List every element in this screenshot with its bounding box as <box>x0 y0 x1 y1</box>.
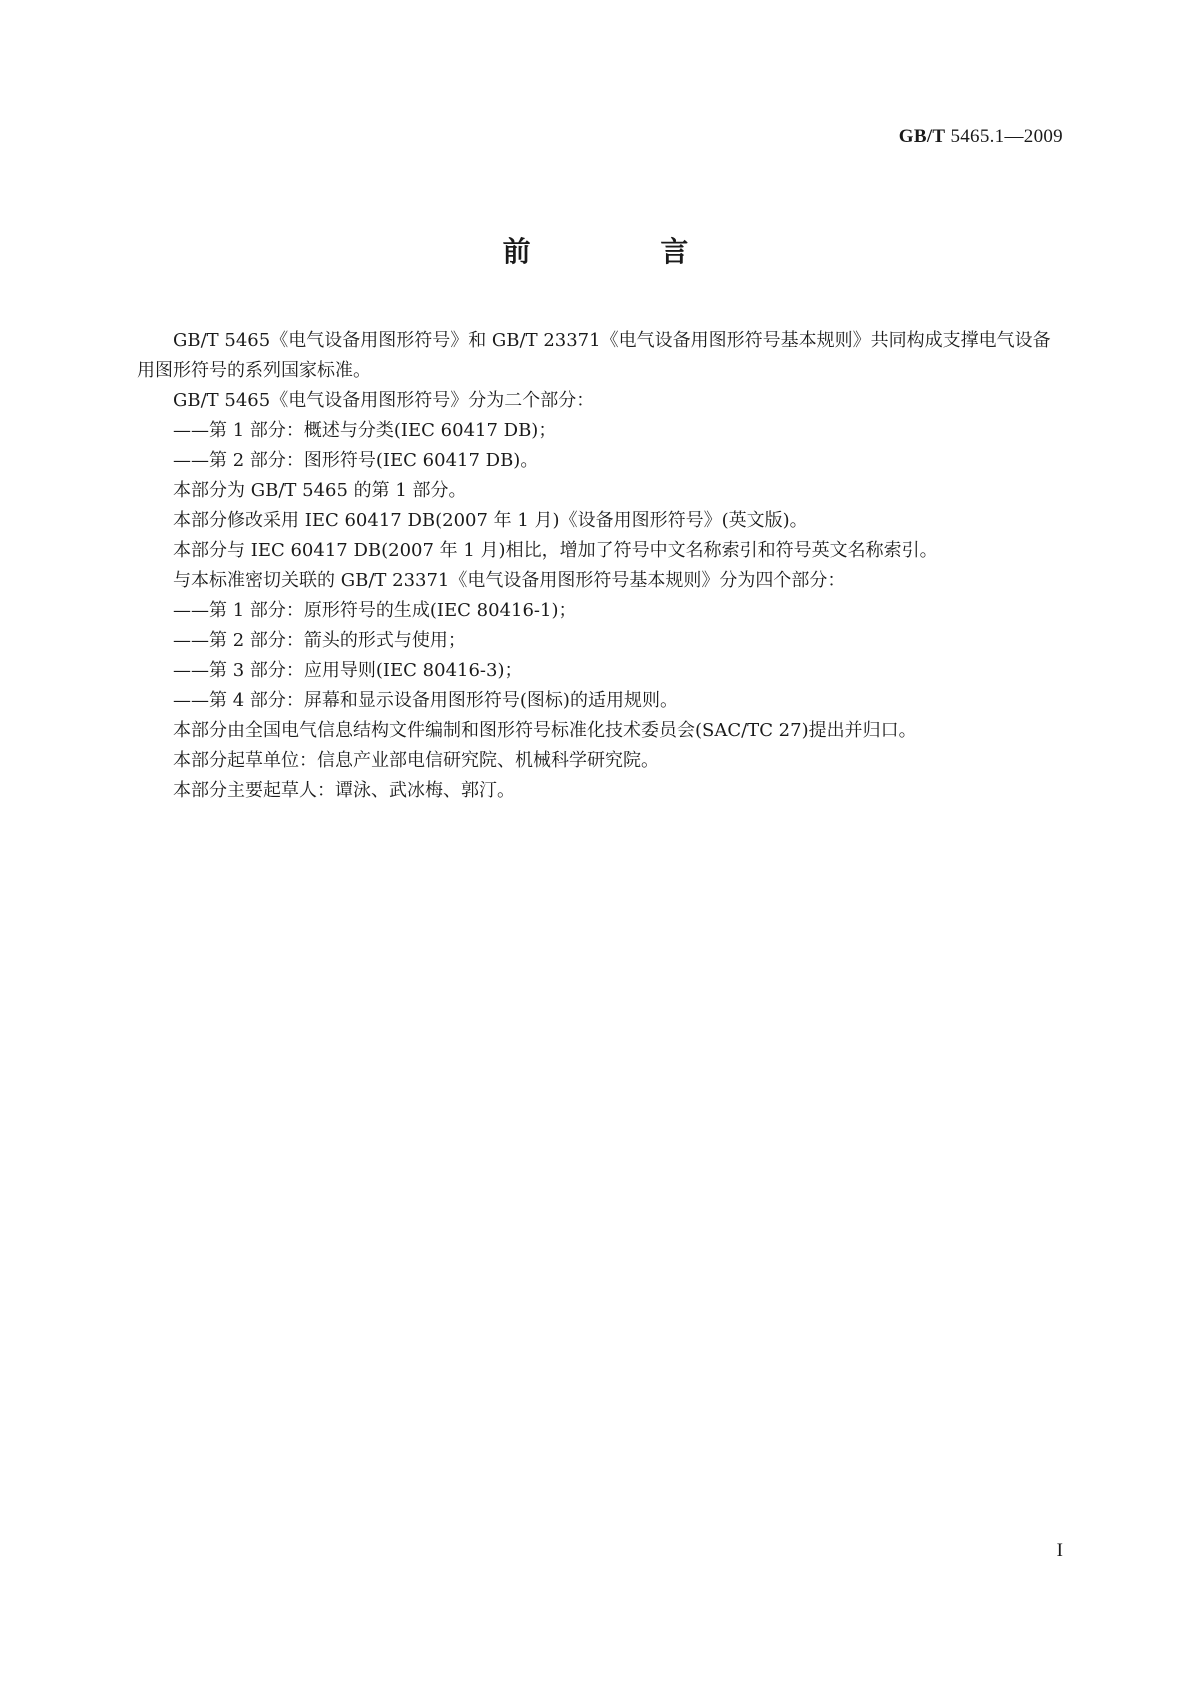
list-item: ——第 2 部分：箭头的形式与使用； <box>173 630 466 651</box>
standard-code <box>899 126 1063 148</box>
list-item: ——第 1 部分：原形符号的生成(IEC 80416-1)； <box>173 600 577 621</box>
standard-code-prefix: GB/T <box>898 126 946 147</box>
list-item: ——第 4 部分：屏幕和显示设备用图形符号(图标)的适用规则。 <box>173 690 678 711</box>
standard-code-number: 5465.1—2009 <box>950 126 1063 147</box>
page-title: 前 言 <box>502 235 749 268</box>
list-item: ——第 1 部分：概述与分类(IEC 60417 DB)； <box>173 420 557 441</box>
paragraph: 本部分起草单位：信息产业部电信研究院、机械科学研究院。 <box>173 750 659 771</box>
paragraph: 与本标准密切关联的 GB/T 23371《电气设备用图形符号基本规则》分为四个部分： <box>173 570 846 591</box>
page-number: I <box>1056 1540 1063 1561</box>
paragraph: 本部分与 IEC 60417 DB(2007 年 1 月)相比，增加了符号中文名称索引和符号英文名称索引。 <box>173 540 938 561</box>
list-item: ——第 2 部分：图形符号(IEC 60417 DB)。 <box>173 450 539 471</box>
paragraph: 本部分由全国电气信息结构文件编制和图形符号标准化技术委员会(SAC/TC 27)提出并归口。 <box>173 720 917 741</box>
paragraph: GB/T 5465《电气设备用图形符号》和 GB/T 23371《电气设备用图形符号基本规则》共同构成支撑电气设备用图形符号的系列国家标准。 <box>137 330 1051 381</box>
paragraph: GB/T 5465《电气设备用图形符号》分为二个部分： <box>173 390 595 411</box>
foreword-body <box>137 326 1067 806</box>
paragraph: 本部分主要起草人：谭泳、武冰梅、郭汀。 <box>173 780 515 801</box>
list-item: ——第 3 部分：应用导则(IEC 80416-3)； <box>173 660 523 681</box>
paragraph: 本部分为 GB/T 5465 的第 1 部分。 <box>173 480 467 501</box>
paragraph: 本部分修改采用 IEC 60417 DB(2007 年 1 月)《设备用图形符号》(英文版)。 <box>173 510 808 531</box>
